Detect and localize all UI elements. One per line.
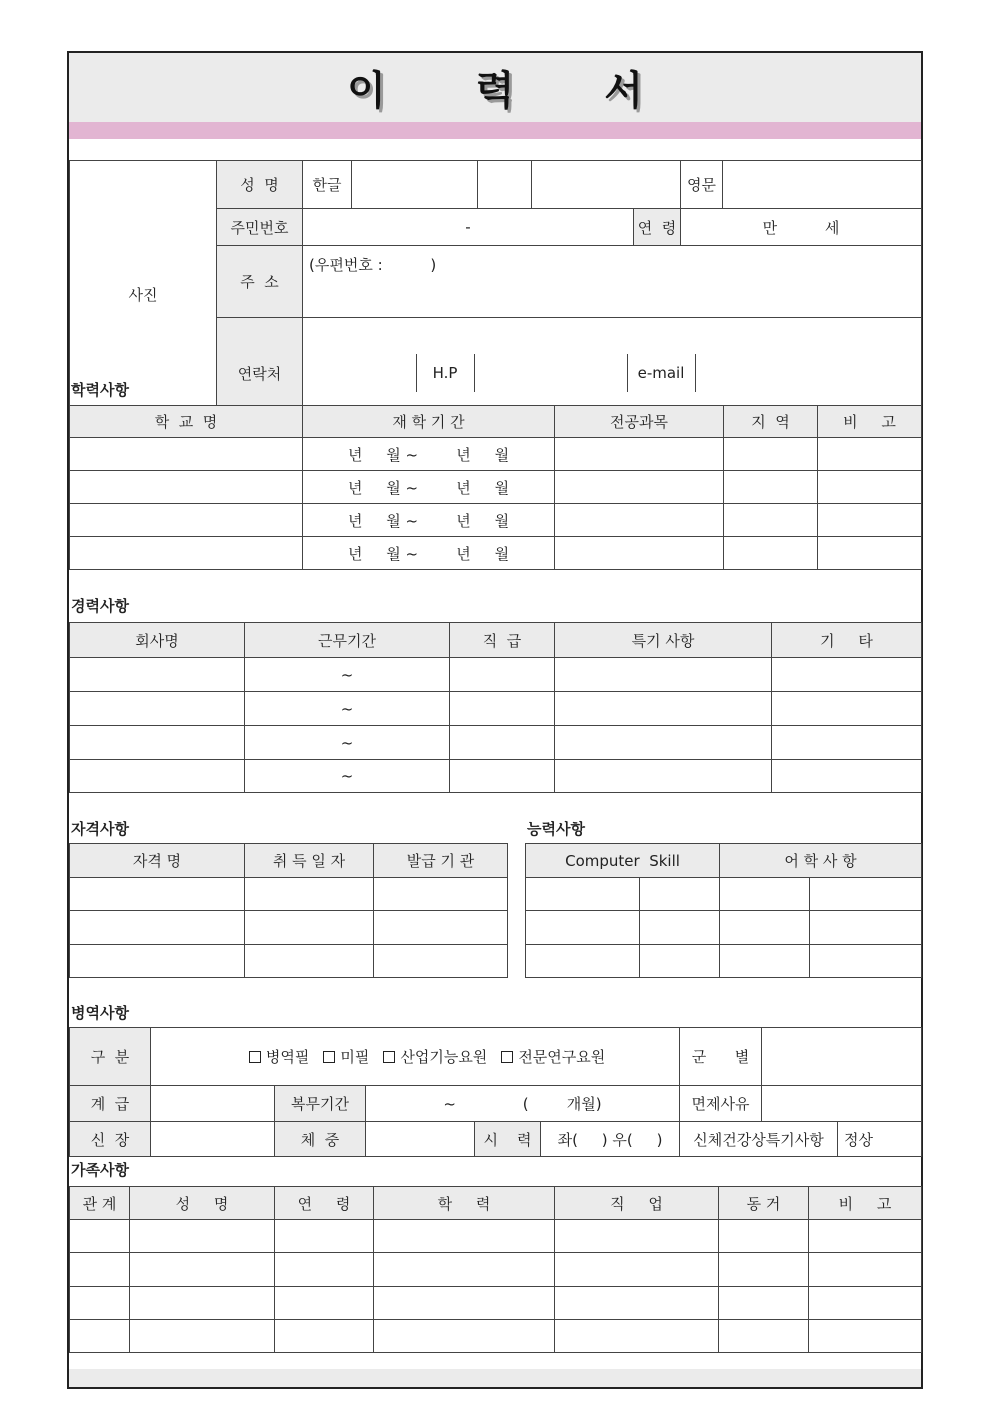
license-section-title: 자격사항 <box>71 820 129 838</box>
career-cell[interactable] <box>70 760 245 793</box>
page-title: 이 력 서 <box>347 68 681 114</box>
age-label: 연 령 <box>634 209 681 246</box>
education-cell[interactable] <box>818 438 922 471</box>
age-field[interactable]: 만 세 <box>681 209 922 246</box>
branch-label: 군 별 <box>680 1028 762 1086</box>
family-header: 연 령 <box>275 1187 374 1220</box>
family-cell[interactable] <box>374 1320 555 1353</box>
checkbox-icon[interactable] <box>501 1051 513 1063</box>
rrn-label: 주민번호 <box>217 209 303 246</box>
education-period[interactable]: 년 월 ~ 년 월 <box>303 504 555 537</box>
checkbox-icon[interactable] <box>249 1051 261 1063</box>
education-header: 비 고 <box>818 406 922 438</box>
career-cell[interactable] <box>450 692 555 726</box>
family-table <box>69 1186 922 1353</box>
family-cell[interactable] <box>70 1287 130 1320</box>
education-cell[interactable] <box>555 438 724 471</box>
exemption-label: 면제사유 <box>680 1086 762 1122</box>
family-cell[interactable] <box>555 1253 719 1287</box>
career-cell[interactable] <box>70 726 245 760</box>
family-cell[interactable] <box>719 1220 809 1253</box>
family-cell[interactable] <box>70 1220 130 1253</box>
license-cell[interactable] <box>70 945 245 978</box>
career-header: 특기 사항 <box>555 623 772 658</box>
career-cell[interactable] <box>555 692 772 726</box>
education-cell[interactable] <box>555 504 724 537</box>
family-cell[interactable] <box>70 1320 130 1353</box>
checkbox-icon[interactable] <box>383 1051 395 1063</box>
career-cell[interactable] <box>450 658 555 692</box>
ability-cell[interactable] <box>640 945 720 978</box>
ability-cell[interactable] <box>640 911 720 945</box>
career-cell[interactable] <box>772 658 922 692</box>
education-cell[interactable] <box>818 504 922 537</box>
career-cell[interactable] <box>772 692 922 726</box>
career-header: 회사명 <box>70 623 245 658</box>
career-cell[interactable] <box>70 692 245 726</box>
option-served[interactable]: 병역필 <box>249 1048 309 1066</box>
contact-label: 연락처 <box>217 318 303 429</box>
education-header: 전공과목 <box>555 406 724 438</box>
career-period[interactable]: ~ <box>245 658 450 692</box>
license-header: 발급 기 관 <box>374 844 508 878</box>
family-cell[interactable] <box>809 1220 922 1253</box>
family-cell[interactable] <box>809 1253 922 1287</box>
license-cell[interactable] <box>245 878 374 911</box>
ability-cell[interactable] <box>526 878 640 911</box>
ability-section-title: 능력사항 <box>527 820 585 838</box>
education-period[interactable]: 년 월 ~ 년 월 <box>303 471 555 504</box>
family-header: 학 력 <box>374 1187 555 1220</box>
family-header: 비 고 <box>809 1187 922 1220</box>
family-cell[interactable] <box>275 1320 374 1353</box>
career-header: 근무기간 <box>245 623 450 658</box>
weight-label: 체 중 <box>275 1122 366 1157</box>
rank-label: 계 급 <box>70 1086 151 1122</box>
ability-header: 어 학 사 항 <box>720 844 922 878</box>
family-cell[interactable] <box>275 1253 374 1287</box>
family-header: 동 거 <box>719 1187 809 1220</box>
education-cell[interactable] <box>724 438 818 471</box>
address-field[interactable]: (우편번호 : ) <box>303 246 922 318</box>
education-section-title: 학력사항 <box>71 381 129 399</box>
family-cell[interactable] <box>809 1287 922 1320</box>
rank-field[interactable] <box>151 1086 275 1122</box>
branch-field[interactable] <box>762 1028 922 1086</box>
career-period[interactable]: ~ <box>245 726 450 760</box>
family-cell[interactable] <box>374 1253 555 1287</box>
korean-label: 한글 <box>303 161 352 209</box>
license-cell[interactable] <box>70 911 245 945</box>
ability-cell[interactable] <box>810 878 922 911</box>
family-cell[interactable] <box>719 1253 809 1287</box>
education-period[interactable]: 년 월 ~ 년 월 <box>303 438 555 471</box>
vision-label: 시 력 <box>475 1122 541 1157</box>
ability-header: Computer Skill <box>526 844 720 878</box>
name-field-3[interactable] <box>532 161 681 209</box>
career-period[interactable]: ~ <box>245 760 450 793</box>
personal-info-table <box>69 160 922 429</box>
education-cell[interactable] <box>724 504 818 537</box>
family-cell[interactable] <box>809 1320 922 1353</box>
family-header: 직 업 <box>555 1187 719 1220</box>
checkbox-icon[interactable] <box>323 1051 335 1063</box>
footer-bar <box>69 1369 921 1387</box>
family-cell[interactable] <box>275 1287 374 1320</box>
license-header: 자격 명 <box>70 844 245 878</box>
english-label: 영문 <box>681 161 723 209</box>
ability-cell[interactable] <box>526 945 640 978</box>
ability-cell[interactable] <box>720 945 810 978</box>
career-table <box>69 622 922 793</box>
exemption-field[interactable] <box>762 1086 922 1122</box>
license-cell[interactable] <box>374 945 508 978</box>
education-header: 학 교 명 <box>70 406 303 438</box>
hp-field[interactable] <box>474 354 627 392</box>
resume-form <box>67 51 923 1389</box>
ability-cell[interactable] <box>720 911 810 945</box>
career-cell[interactable] <box>555 726 772 760</box>
family-cell[interactable] <box>719 1287 809 1320</box>
career-period[interactable]: ~ <box>245 692 450 726</box>
education-cell[interactable] <box>818 537 922 570</box>
career-header: 기 타 <box>772 623 922 658</box>
military-type-label: 구 분 <box>70 1028 151 1086</box>
license-cell[interactable] <box>70 878 245 911</box>
education-cell[interactable] <box>70 471 303 504</box>
license-header: 취 득 일 자 <box>245 844 374 878</box>
military-type-options <box>151 1028 680 1086</box>
career-cell[interactable] <box>450 760 555 793</box>
family-header: 성 명 <box>130 1187 275 1220</box>
ability-cell[interactable] <box>720 878 810 911</box>
career-cell[interactable] <box>555 658 772 692</box>
career-cell[interactable] <box>555 760 772 793</box>
family-cell[interactable] <box>130 1320 275 1353</box>
option-research-agent[interactable]: 전문연구요원 <box>501 1048 605 1066</box>
contact-field[interactable] <box>303 354 416 392</box>
health-note-field[interactable]: 정상 <box>838 1122 922 1157</box>
hp-label: H.P <box>416 354 474 392</box>
family-cell[interactable] <box>374 1287 555 1320</box>
korean-name-field[interactable] <box>352 161 478 209</box>
address-label: 주 소 <box>217 246 303 318</box>
rrn-field[interactable]: - <box>303 209 634 246</box>
option-industrial-technician[interactable]: 산업기능요원 <box>383 1048 487 1066</box>
weight-field[interactable] <box>366 1122 475 1157</box>
education-cell[interactable] <box>555 471 724 504</box>
military-section-title: 병역사항 <box>71 1004 129 1022</box>
education-cell[interactable] <box>70 537 303 570</box>
career-cell[interactable] <box>450 726 555 760</box>
name-label: 성 명 <box>217 161 303 209</box>
family-cell[interactable] <box>130 1220 275 1253</box>
family-cell[interactable] <box>130 1287 275 1320</box>
license-cell[interactable] <box>374 911 508 945</box>
email-field[interactable] <box>695 354 921 392</box>
family-header: 관 계 <box>70 1187 130 1220</box>
education-cell[interactable] <box>555 537 724 570</box>
photo-cell[interactable]: 사진 <box>70 161 217 429</box>
career-section-title: 경력사항 <box>71 597 129 615</box>
vision-field[interactable]: 좌( ) 우( ) <box>541 1122 680 1157</box>
education-table <box>69 405 922 570</box>
option-not-served[interactable]: 미필 <box>323 1048 369 1066</box>
family-cell[interactable] <box>555 1320 719 1353</box>
english-name-field[interactable] <box>723 161 922 209</box>
service-period-label: 복무기간 <box>275 1086 366 1122</box>
family-cell[interactable] <box>275 1220 374 1253</box>
license-table <box>69 843 508 978</box>
accent-stripe <box>69 122 921 139</box>
ability-cell[interactable] <box>526 911 640 945</box>
email-label: e-mail <box>627 354 695 392</box>
education-header: 지 역 <box>724 406 818 438</box>
family-cell[interactable] <box>130 1253 275 1287</box>
height-field[interactable] <box>151 1122 275 1157</box>
career-cell[interactable] <box>772 726 922 760</box>
career-header: 직 급 <box>450 623 555 658</box>
education-cell[interactable] <box>70 504 303 537</box>
education-cell[interactable] <box>70 438 303 471</box>
education-cell[interactable] <box>818 471 922 504</box>
career-cell[interactable] <box>70 658 245 692</box>
height-label: 신 장 <box>70 1122 151 1157</box>
education-cell[interactable] <box>724 537 818 570</box>
license-cell[interactable] <box>245 945 374 978</box>
ability-cell[interactable] <box>810 945 922 978</box>
family-cell[interactable] <box>374 1220 555 1253</box>
family-cell[interactable] <box>70 1253 130 1287</box>
family-cell[interactable] <box>555 1287 719 1320</box>
family-section-title: 가족사항 <box>71 1161 129 1179</box>
education-cell[interactable] <box>724 471 818 504</box>
education-period[interactable]: 년 월 ~ 년 월 <box>303 537 555 570</box>
service-period-field[interactable]: ~ ( 개월) <box>366 1086 680 1122</box>
health-note-label: 신체건강상특기사항 <box>680 1122 838 1157</box>
family-cell[interactable] <box>719 1320 809 1353</box>
license-cell[interactable] <box>374 878 508 911</box>
family-cell[interactable] <box>555 1220 719 1253</box>
name-field-2[interactable] <box>478 161 532 209</box>
license-cell[interactable] <box>245 911 374 945</box>
ability-cell[interactable] <box>810 911 922 945</box>
career-cell[interactable] <box>772 760 922 793</box>
military-table <box>69 1027 922 1157</box>
education-header: 재 학 기 간 <box>303 406 555 438</box>
ability-cell[interactable] <box>640 878 720 911</box>
ability-table <box>525 843 922 978</box>
